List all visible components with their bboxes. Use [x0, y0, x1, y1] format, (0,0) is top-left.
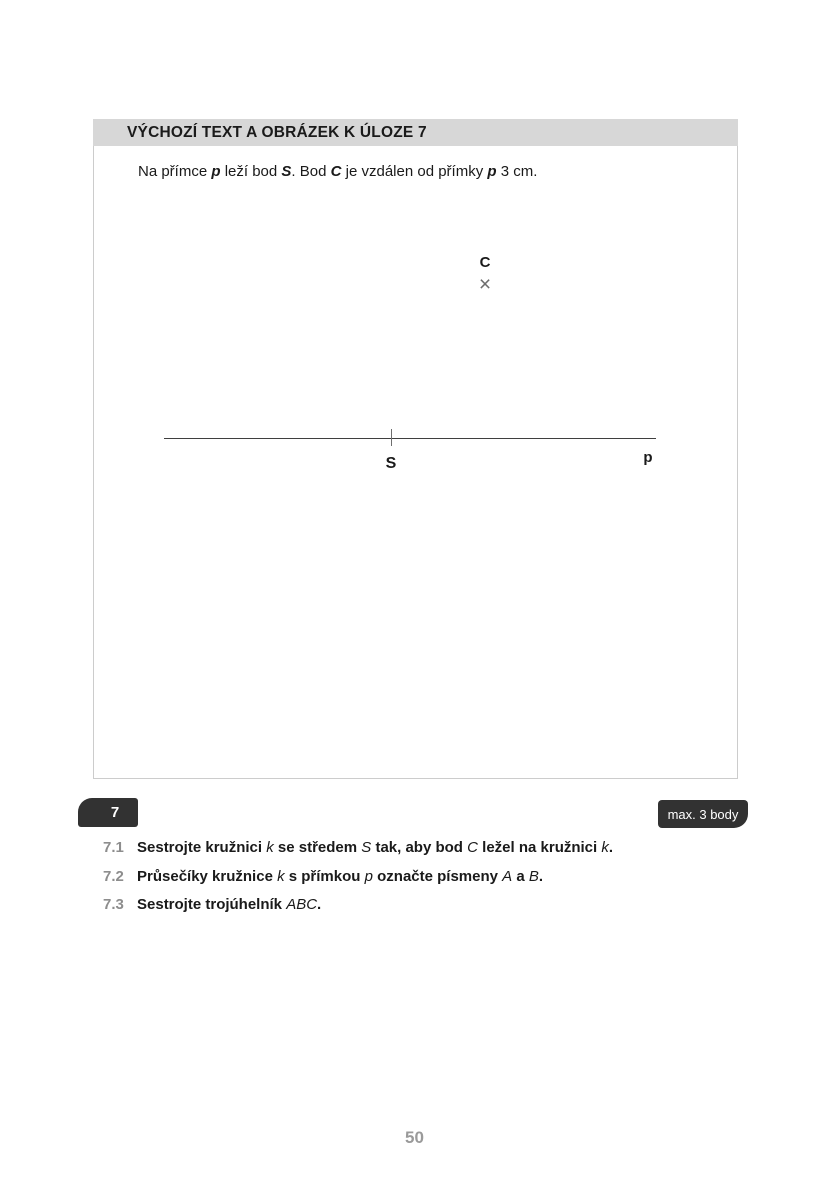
- source-box-title: VÝCHOZÍ TEXT A OBRÁZEK K ÚLOZE 7: [93, 119, 738, 146]
- task-item-list: [103, 833, 613, 919]
- figure-point-s-tick: [391, 429, 392, 446]
- task-item: [103, 833, 613, 862]
- source-text-box: [93, 119, 738, 779]
- task-item-number: 7.1: [103, 838, 124, 856]
- task-item-text: Sestrojte kružnici k se středem S tak, aby bod C ležel na kružnici k.: [137, 838, 614, 856]
- task-number-badge: 7: [78, 798, 138, 827]
- task-item: [103, 862, 613, 891]
- figure-line-p-label: p: [643, 449, 653, 466]
- figure-line-p: [164, 438, 656, 439]
- task-item-text: Sestrojte trojúhelník ABC.: [137, 896, 322, 914]
- figure-point-c-cross-marker: ×: [478, 273, 492, 296]
- source-box-body: [93, 146, 738, 779]
- task-item: [103, 890, 613, 919]
- task-item-text: Průsečíky kružnice k s přímkou p označte písmeny A a B.: [137, 867, 544, 885]
- figure-point-s-label: S: [385, 455, 397, 472]
- task-item-number: 7.2: [103, 867, 124, 885]
- intro-text: Na přímce p leží bod S. Bod C je vzdálen od přímky p 3 cm.: [138, 163, 538, 180]
- page-number: 50: [405, 1128, 424, 1147]
- max-points-badge: max. 3 body: [658, 800, 748, 828]
- figure-point-c-label: C: [479, 254, 491, 271]
- task-item-number: 7.3: [103, 896, 124, 914]
